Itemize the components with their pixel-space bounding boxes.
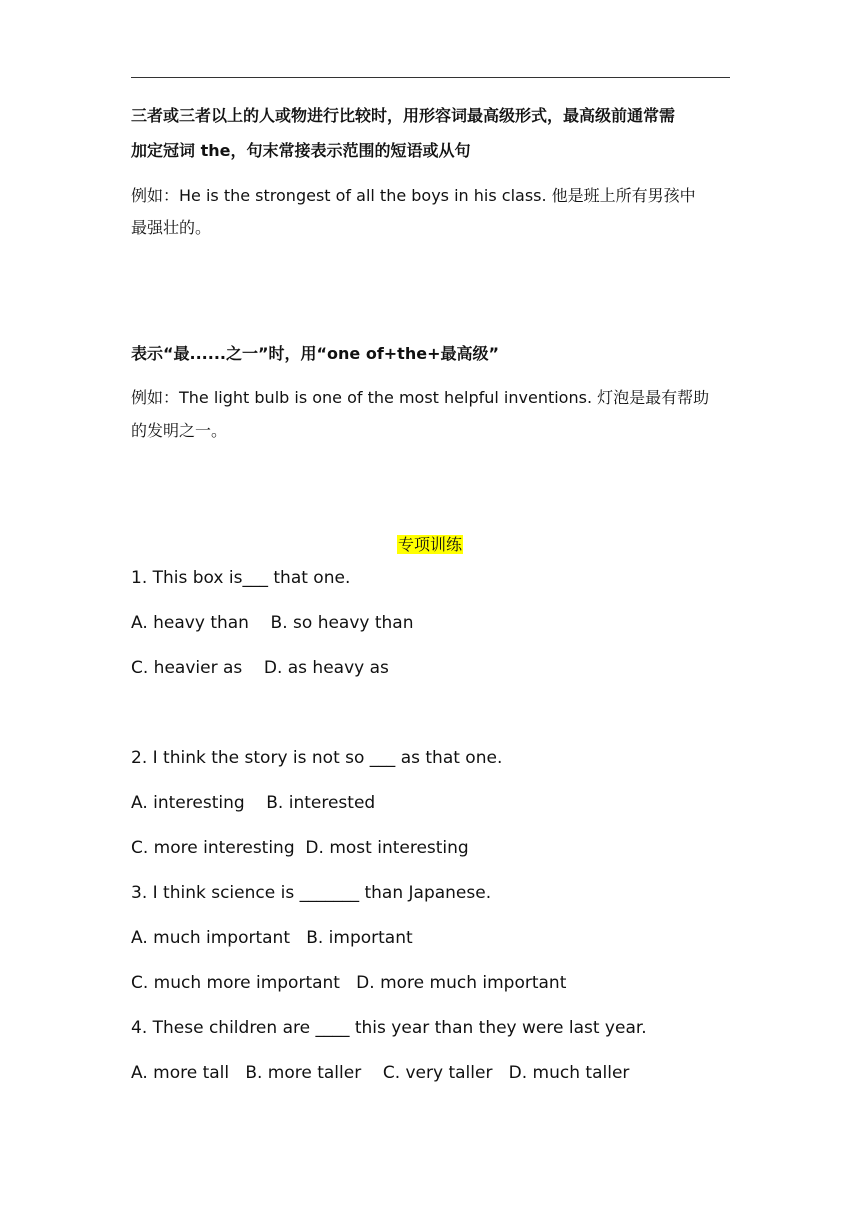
section-title-text: 专项训练 — [397, 535, 462, 554]
rule1-desc-line2: 加定冠词 the，句末常接表示范围的短语或从句 — [131, 141, 471, 160]
rule2-example-line1: 例如：The light bulb is one of the most helpful inventions. 灯泡是最有帮助 — [131, 388, 710, 407]
question-options: C. heavier as D. as heavy as — [131, 658, 389, 678]
rule2-example-line2: 的发明之一。 — [131, 421, 228, 440]
question-options: C. much more important D. more much important — [131, 973, 567, 993]
rule1-desc-line1: 三者或三者以上的人或物进行比较时，用形容词最高级形式，最高级前通常需 — [131, 106, 676, 125]
section-title — [0, 531, 860, 559]
question-options: A. heavy than B. so heavy than — [131, 613, 414, 633]
question-stem: 2. I think the story is not so ___ as that one. — [131, 748, 503, 768]
question-stem: 4. These children are ____ this year than they were last year. — [131, 1018, 647, 1038]
question-options: A. much important B. important — [131, 928, 413, 948]
question-options: A. more tall B. more taller C. very taller D. much taller — [131, 1063, 630, 1083]
rule1-example-line2: 最强壮的。 — [131, 218, 212, 237]
header-rule — [131, 77, 730, 78]
question-stem: 3. I think science is _______ than Japanese. — [131, 883, 492, 903]
question-stem: 1. This box is___ that one. — [131, 568, 351, 588]
question-options: A. interesting B. interested — [131, 793, 376, 813]
question-options: C. more interesting D. most interesting — [131, 838, 469, 858]
rule1-example-line1: 例如：He is the strongest of all the boys in his class. 他是班上所有男孩中 — [131, 186, 696, 205]
rule2-desc: 表示“最......之一”时，用“one of+the+最高级” — [131, 344, 499, 363]
